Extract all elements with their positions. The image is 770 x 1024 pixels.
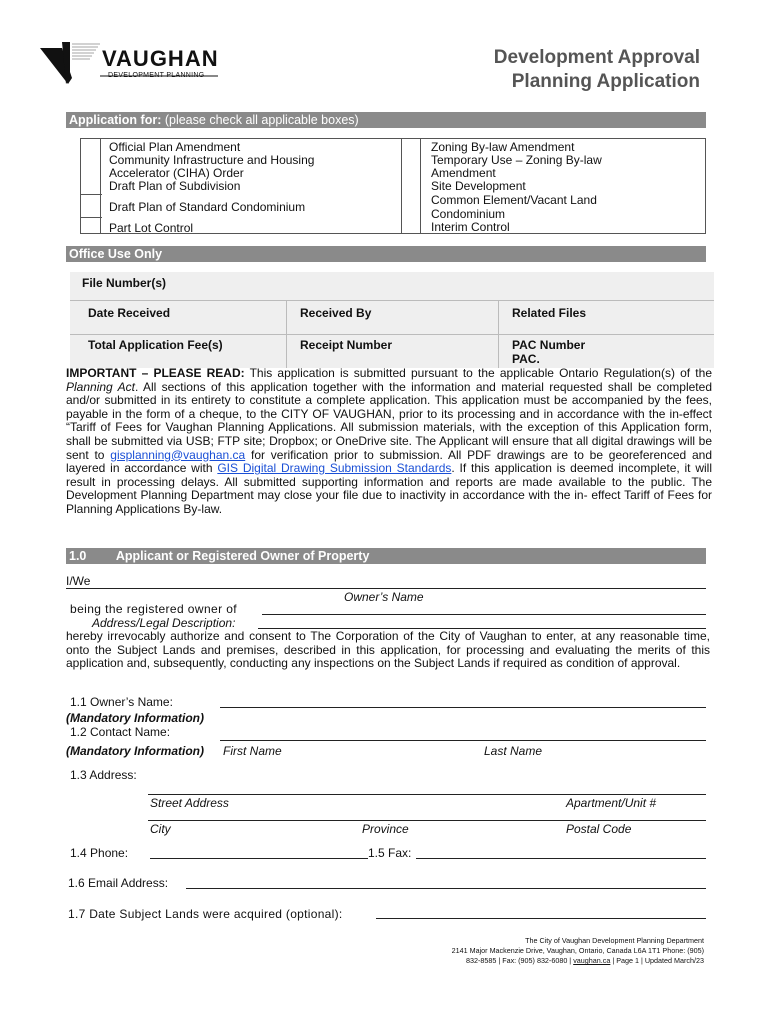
street-address-input[interactable]	[148, 794, 706, 795]
application-types-table	[80, 138, 706, 234]
important-text-1: This application is submitted pursuant to the applicable Ontario Regulation(s) of the	[244, 366, 712, 380]
important-text-4: . If this application is deemed incomplete, it will result in processing delays. All submitted supporting information and reports are made available to the public. The Development Planning Department may close your file due to inactivity in accordance with the in- effect Tariff of Fees for Planning Applications By-law.	[66, 461, 712, 516]
option-official-plan-amendment: Official Plan Amendment	[109, 140, 241, 154]
date-received-label: Date Received	[88, 306, 171, 320]
application-for-bar	[66, 112, 706, 128]
pac-number-label: PAC Number	[512, 338, 586, 352]
contact-name-label: 1.2 Contact Name:	[70, 725, 171, 739]
title-line-1: Development Approval	[493, 47, 700, 68]
first-name-caption: First Name	[223, 744, 282, 758]
page-title	[494, 46, 700, 94]
iwe-label: I/We	[66, 574, 91, 588]
owners-name-label: 1.1 Owner’s Name:	[70, 695, 173, 709]
apartment-caption: Apartment/Unit #	[566, 796, 657, 810]
checkbox-divider	[81, 194, 102, 195]
last-name-caption: Last Name	[484, 744, 543, 758]
date-acquired-input[interactable]	[376, 918, 706, 919]
checkbox-divider	[81, 217, 102, 218]
province-caption: Province	[362, 822, 409, 836]
option-common-element-2: Condominium	[431, 207, 506, 221]
footer-contact: 832-8585 | Fax: (905) 832-6080 |	[465, 956, 574, 965]
office-use-table	[70, 272, 714, 368]
col-divider	[498, 300, 499, 368]
gis-standards-link[interactable]: GIS Digital Drawing Submission Standards	[217, 461, 452, 476]
total-fee-label: Total Application Fee(s)	[88, 338, 223, 352]
checkbox-column-right[interactable]	[401, 139, 421, 233]
checkbox-column-left[interactable]	[81, 139, 101, 233]
section-1-title: Applicant or Registered Owner of Property	[115, 549, 370, 563]
email-label: 1.6 Email Address:	[68, 876, 169, 890]
receipt-number-label: Receipt Number	[300, 338, 393, 352]
pac-label: PAC.	[512, 352, 540, 366]
section-1-bar	[66, 548, 706, 564]
email-input[interactable]	[186, 888, 706, 889]
file-numbers-label: File Number(s)	[82, 276, 167, 290]
option-draft-plan-subdivision: Draft Plan of Subdivision	[109, 179, 241, 193]
title-line-2: Planning Application	[511, 71, 700, 92]
important-text-3: for verification prior to submission. All PDF drawings are to be georeferenced and layered in accordance with	[66, 447, 712, 476]
important-lead: IMPORTANT – PLEASE READ:	[66, 366, 245, 380]
row-divider	[70, 300, 714, 301]
option-interim-control: Interim Control	[431, 220, 510, 234]
postal-code-caption: Postal Code	[566, 822, 632, 836]
footer	[452, 936, 704, 966]
option-zoning-bylaw-amendment: Zoning By-law Amendment	[431, 140, 575, 154]
street-address-caption: Street Address	[150, 796, 229, 810]
owners-name-caption: Owner’s Name	[344, 590, 424, 604]
footer-line-1: The City of Vaughan Development Planning Department	[525, 936, 704, 945]
mandatory-info-1: (Mandatory Information)	[66, 711, 204, 725]
brand-name: VAUGHAN	[102, 46, 219, 71]
option-temporary-use-2: Amendment	[431, 166, 496, 180]
option-site-development: Site Development	[431, 179, 526, 193]
option-ciha-order-1: Community Infrastructure and Housing	[109, 153, 315, 167]
col-divider	[286, 300, 287, 368]
row-divider	[70, 334, 714, 335]
being-owner-label: being the registered owner of	[70, 602, 238, 616]
related-files-label: Related Files	[512, 306, 587, 320]
phone-input[interactable]	[150, 858, 368, 859]
property-line[interactable]	[262, 614, 706, 615]
application-for-label: Application for:	[69, 113, 162, 127]
address-legal-caption: Address/Legal Description:	[92, 616, 236, 630]
owners-name-input[interactable]	[220, 707, 706, 708]
date-acquired-label: 1.7 Date Subject Lands were acquired (optional):	[68, 907, 343, 921]
address-label: 1.3 Address:	[70, 768, 137, 782]
mandatory-info-2: (Mandatory Information)	[66, 744, 204, 758]
owners-name-line[interactable]	[66, 588, 706, 589]
footer-site-link[interactable]: vaughan.ca	[573, 956, 611, 965]
consent-text: hereby irrevocably authorize and consent to The Corporation of the City of Vaughan to enter, at any reasonable time, onto the Subject Lands and premises, described in this application, for processing and evaluating the merits of this application and, subsequently, conducting any inspections on the Subject Lands if required as condition of approval.	[66, 629, 710, 671]
received-by-label: Received By	[300, 306, 372, 320]
footer-page-info: | Page 1 | Updated March/23	[610, 956, 704, 965]
section-1-number: 1.0	[69, 549, 87, 563]
contact-name-input[interactable]	[220, 740, 706, 741]
option-common-element-1: Common Element/Vacant Land	[431, 193, 597, 207]
footer-line-2: 2141 Major Mackenzie Drive, Vaughan, Ontario, Canada L6A 1T1 Phone: (905)	[451, 946, 704, 955]
important-text-2: . All sections of this application together with the information and material requested shall be completed and/or submitted in its entirety to constitute a complete application. This application must be accompanied by the fees, payable in the form of a cheque, to the CITY OF VAUGHAN, prior to its processing and in accordance with the in-effect “Tariff of Fees for Vaughan Planning Applications. All submission materials, with the exception of this Application form, shall be submitted via USB; FTP site; Dropbox; or OneDrive site. The Applicant will ensure that all digital drawings will be sent to	[66, 379, 712, 462]
office-use-bar	[66, 246, 706, 262]
gis-email-link[interactable]: gisplanning@vaughan.ca	[110, 447, 246, 462]
office-use-heading: Office Use Only	[69, 247, 163, 261]
fax-label: 1.5 Fax:	[368, 846, 412, 860]
fax-input[interactable]	[416, 858, 706, 859]
phone-label: 1.4 Phone:	[70, 846, 129, 860]
city-province-input[interactable]	[148, 820, 706, 821]
option-part-lot-control: Part Lot Control	[109, 221, 194, 235]
option-draft-plan-condominium: Draft Plan of Standard Condominium	[109, 200, 306, 214]
footer-line-3	[452, 956, 704, 966]
planning-act: Planning Act	[66, 379, 135, 394]
city-caption: City	[150, 822, 171, 836]
department-name: DEVELOPMENT PLANNING	[108, 72, 205, 79]
application-for-hint: (please check all applicable boxes)	[164, 113, 359, 127]
option-ciha-order-2: Accelerator (CIHA) Order	[109, 166, 244, 180]
option-temporary-use-1: Temporary Use – Zoning By-law	[431, 153, 602, 167]
important-notice	[66, 367, 712, 517]
